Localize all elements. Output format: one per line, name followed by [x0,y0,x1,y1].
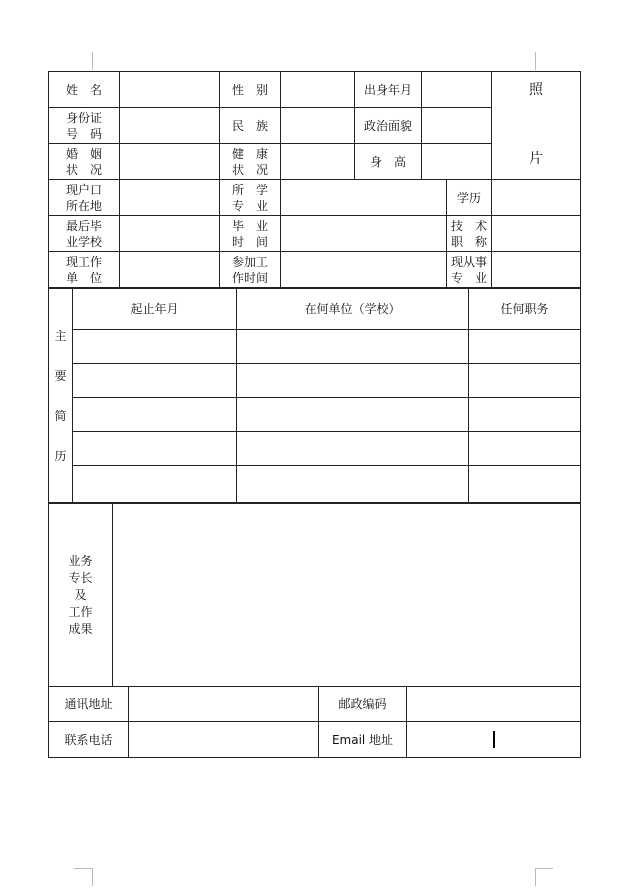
crop-mark-bottom-right-h [535,868,553,869]
marital-status-field[interactable] [120,144,220,180]
crop-mark-bottom-left-h [74,868,92,869]
id-number-field[interactable] [120,108,220,144]
technical-title-label: 技 术 职 称 [447,216,492,252]
graduate-school-field[interactable] [120,216,220,252]
resume-row [49,330,581,364]
resume-position-field[interactable] [469,398,581,432]
resume-row [49,432,581,466]
address-label: 通讯地址 [49,687,129,722]
crop-mark-bottom-right [535,868,536,886]
phone-label: 联系电话 [49,722,129,758]
resume-period-field[interactable] [73,330,237,364]
resume-header-organization: 在何单位（学校） [237,289,469,330]
height-field[interactable] [422,144,492,180]
workplace-field[interactable] [120,252,220,288]
email-label: Email 地址 [319,722,407,758]
resume-organization-field[interactable] [237,466,469,503]
education-label: 学历 [447,180,492,216]
resume-organization-field[interactable] [237,432,469,466]
name-label: 姓 名 [49,72,120,108]
gender-label: 性 别 [220,72,281,108]
resume-side-label: 主要简历 [49,289,73,503]
resume-organization-field[interactable] [237,330,469,364]
household-field[interactable] [120,180,220,216]
technical-title-field[interactable] [492,216,581,252]
phone-field[interactable] [129,722,319,758]
health-field[interactable] [281,144,355,180]
gender-field[interactable] [281,72,355,108]
work-start-field[interactable] [281,252,447,288]
current-profession-label: 现从事 专 业 [447,252,492,288]
resume-organization-field[interactable] [237,364,469,398]
postal-code-label: 邮政编码 [319,687,407,722]
major-field[interactable] [281,180,447,216]
resume-row [49,398,581,432]
resume-position-field[interactable] [469,432,581,466]
resume-position-field[interactable] [469,364,581,398]
expertise-field[interactable] [113,504,581,687]
crop-mark-bottom-left [92,868,93,886]
ethnicity-field[interactable] [281,108,355,144]
resume-period-field[interactable] [73,364,237,398]
graduation-time-field[interactable] [281,216,447,252]
postal-code-field[interactable] [407,687,581,722]
crop-mark-top-left [92,52,93,70]
photo-label-bottom: 片 [529,151,543,167]
education-field[interactable] [492,180,581,216]
name-field[interactable] [120,72,220,108]
resume-period-field[interactable] [73,398,237,432]
expertise-label: 业务 专长 及 工作 成果 [49,504,113,687]
resume-period-field[interactable] [73,466,237,503]
household-label: 现户口 所在地 [49,180,120,216]
graduate-school-label: 最后毕 业学校 [49,216,120,252]
work-start-label: 参加工 作时间 [220,252,281,288]
health-label: 健 康 状 况 [220,144,281,180]
photo-label-top: 照 [529,82,543,98]
workplace-label: 现工作 单 位 [49,252,120,288]
resume-organization-field[interactable] [237,398,469,432]
political-status-label: 政治面貌 [355,108,422,144]
height-label: 身 高 [355,144,422,180]
resume-period-field[interactable] [73,432,237,466]
resume-row [49,466,581,503]
expertise-table [48,503,581,687]
resume-header-period: 起止年月 [73,289,237,330]
current-profession-field[interactable] [492,252,581,288]
resume-row [49,364,581,398]
id-number-label: 身份证 号 码 [49,108,120,144]
crop-mark-top-right [535,52,536,70]
contact-table [48,686,581,758]
email-field[interactable] [407,722,581,758]
political-status-field[interactable] [422,108,492,144]
resume-header-position: 任何职务 [469,289,581,330]
resume-position-field[interactable] [469,330,581,364]
photo-box[interactable] [492,72,581,180]
marital-status-label: 婚 姻 状 况 [49,144,120,180]
birth-date-label: 出身年月 [355,72,422,108]
graduation-time-label: 毕 业 时 间 [220,216,281,252]
birth-date-field[interactable] [422,72,492,108]
major-label: 所 学 专 业 [220,180,281,216]
text-cursor [493,731,495,748]
resume-position-field[interactable] [469,466,581,503]
ethnicity-label: 民 族 [220,108,281,144]
personal-info-table [48,71,581,288]
resume-table [48,288,581,503]
address-field[interactable] [129,687,319,722]
